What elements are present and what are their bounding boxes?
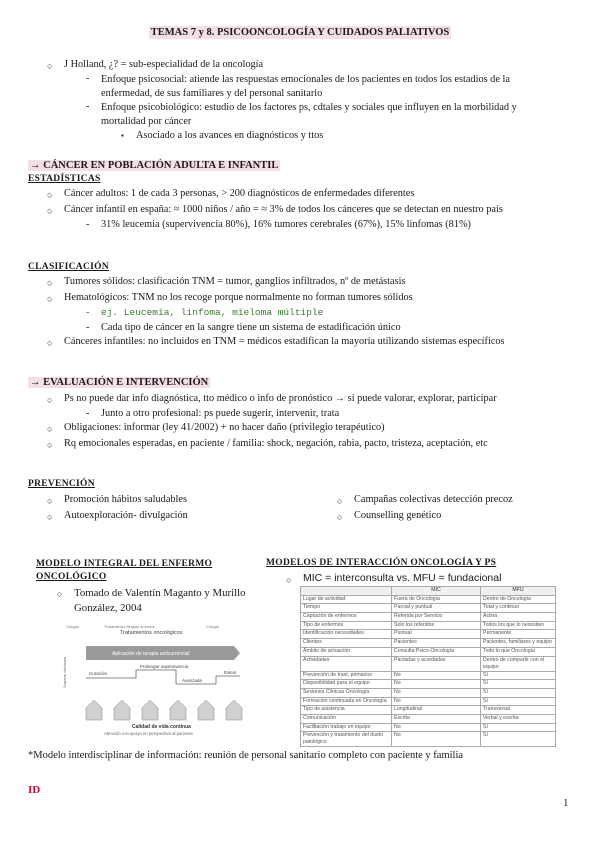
fig-curacion: Curación: [89, 671, 108, 676]
table-row: [301, 595, 556, 604]
table-cell: Sí: [481, 723, 556, 732]
table-cell: No: [392, 680, 481, 689]
table-cell: Comunicación: [301, 714, 392, 723]
table-cell: Consulta Psico-Oncología: [392, 647, 481, 656]
fig-house-3: [142, 700, 158, 720]
table-row: [301, 621, 556, 630]
table-row: [301, 647, 556, 656]
table-cell: Verbal y escrita: [481, 714, 556, 723]
table-row: [301, 671, 556, 680]
mic-mfu-table: [300, 586, 556, 747]
table-cell: Actividades: [301, 656, 392, 671]
table-header-cell: MIC: [392, 587, 481, 596]
dash: -: [86, 408, 90, 419]
fig-house-6: [226, 700, 242, 720]
clasificacion-label: CLASIFICACIÓN: [28, 262, 109, 272]
fig-house-5: [198, 700, 214, 720]
evaluacion-2: Obligaciones: informar (ley 41/2002) + no hacer daño (privilegio terapéutico): [64, 422, 385, 433]
table-cell: Tipo de asistencia: [301, 706, 392, 715]
page-title: TEMAS 7 y 8. PSICOONCOLOGÍA Y CUIDADOS PALIATIVOS: [150, 27, 450, 38]
bullet-circle: ○: [47, 278, 53, 288]
table-cell: Sí: [481, 688, 556, 697]
table-cell: Dentro de Oncología: [481, 595, 556, 604]
bullet-circle: ○: [47, 496, 53, 506]
bullet-dot: ▪: [121, 131, 124, 140]
intro-subsub: Asociado a los avances en diagnósticos y ttos: [136, 130, 324, 141]
table-row: [301, 688, 556, 697]
table-cell: No: [392, 723, 481, 732]
fig-trajectory: [86, 670, 240, 684]
table-row: [301, 697, 556, 706]
modelo-integral-figure: [56, 622, 258, 740]
oncology-model-diagram: [56, 622, 258, 740]
table-row: [301, 656, 556, 671]
bullet-circle: ○: [337, 496, 343, 506]
table-cell: Sí: [481, 671, 556, 680]
dash: -: [86, 322, 90, 333]
table-cell: Facilitación trabajo en equipo: [301, 723, 392, 732]
table-row: [301, 604, 556, 613]
modelo-integral-heading: MODELO INTEGRAL DEL ENFERMO ONCOLÓGICO: [36, 559, 213, 582]
table-cell: Identificación necesidades: [301, 630, 392, 639]
table-cell: Solo los referidos: [392, 621, 481, 630]
clasificacion-1: Tumores sólidos: clasificación TNM = tumor, ganglios infiltrados, nº de metástasis: [64, 276, 406, 287]
section-heading-cancer: → CÁNCER EN POBLACIÓN ADULTA E INFANTIL: [30, 160, 279, 171]
clasificacion-3: Cánceres infantiles: no incluidos en TNM = médicos estadifican la mayoría utilizando sistemas específicos: [64, 336, 505, 347]
table-cell: Prevención de trast. primarios: [301, 671, 392, 680]
evaluacion-3: Rq emocionales esperadas, en paciente / familia: shock, negación, rabia, pacto, tristeza, aceptación, etc: [64, 438, 488, 449]
bullet-circle: ○: [47, 61, 53, 71]
clasificacion-2: Hematológicos: TNM no los recoge porque normalmente no forman tumores sólidos: [64, 292, 413, 303]
modelos-interaccion-heading: MODELOS DE INTERACCIÓN ONCOLOGÍA Y PS: [266, 558, 497, 568]
fig-title: Tratamientos oncológicos: [120, 630, 183, 636]
id-mark: ID: [28, 784, 41, 796]
fig-avanzada: Avanzada: [182, 678, 202, 683]
estadistica-sub: 31% leucemia (supervivencia 80%), 16% tumores cerebrales (67%), 15% linfomas (81%): [101, 219, 471, 230]
bullet-circle: ○: [47, 440, 53, 450]
table-cell: Lugar de actividad: [301, 595, 392, 604]
clasificacion-2-example: ej. Leucemia, linfoma, mieloma múltiple: [101, 307, 324, 318]
fig-house-2: [114, 700, 130, 720]
table-cell: Transversal: [481, 706, 556, 715]
table-cell: Formación continuada en Oncología: [301, 697, 392, 706]
table-cell: No: [392, 732, 481, 747]
fig-prolongar: Prolongar supervivencia: [140, 664, 189, 669]
dash: -: [86, 219, 90, 230]
prevencion-label: PREVENCIÓN: [28, 479, 95, 489]
table-cell: Permanente: [481, 630, 556, 639]
table-cell: Referida por Servicio: [392, 613, 481, 622]
table-header-cell: MFU: [481, 587, 556, 596]
evaluacion-1: Ps no puede dar info diagnóstica, tto médico o info de pronóstico → sí puede valorar, explorar, participar: [64, 393, 497, 404]
clasificacion-2-note: Cada tipo de cáncer en la sangre tiene un sistema de estadificación único: [101, 322, 401, 333]
estadistica-2: Cáncer infantil en españa: ≈ 1000 niños / año = ≈ 3% de todos los cánceres que se detectan en nuestro país: [64, 204, 503, 215]
table-cell: Captación de enfermos: [301, 613, 392, 622]
table-cell: Sí: [481, 732, 556, 747]
bullet-circle: ○: [47, 206, 53, 216]
bullet-circle: ○: [47, 294, 53, 304]
table-cell: Todos los que lo necesiten: [481, 621, 556, 630]
table-cell: Sí: [481, 680, 556, 689]
table-cell: Clientes: [301, 639, 392, 648]
table-cell: Puntual: [392, 630, 481, 639]
bullet-circle: ○: [47, 190, 53, 200]
table-cell: Ámbito de actuación: [301, 647, 392, 656]
table-cell: No: [392, 697, 481, 706]
table-header-cell: [301, 587, 392, 596]
prevencion-left-1: Promoción hábitos saludables: [64, 494, 187, 505]
section-heading-evaluacion: → EVALUACIÓN E INTERVENCIÓN: [30, 377, 209, 388]
table-cell: Tipo de enfermos: [301, 621, 392, 630]
table-cell: Sesiones Clínicas Oncología: [301, 688, 392, 697]
footnote: *Modelo interdisciplinar de información: reunión de personal sanitario completo con paciente y familia: [28, 750, 464, 761]
table-row: [301, 639, 556, 648]
dash: -: [86, 101, 90, 112]
fig-bottom-1: Calidad de vida continua: [132, 724, 191, 730]
prevencion-right-1: Campañas colectivas detección precoz: [354, 494, 513, 505]
estadistica-1: Cáncer adultos: 1 de cada 3 personas, > 200 diagnósticos de enfermedades diferentes: [64, 188, 415, 199]
fig-house-1: [86, 700, 102, 720]
table-body: [301, 595, 556, 747]
modelo-integral-item: Tomado de Valentín Maganto y Murillo González, 2004: [74, 587, 246, 614]
bullet-circle: ○: [47, 424, 53, 434]
table-row: [301, 613, 556, 622]
table-cell: No: [392, 688, 481, 697]
fig-top-right: Cirugía: [206, 624, 219, 629]
table-cell: Tiempo: [301, 604, 392, 613]
table-cell: Parcial y puntual: [392, 604, 481, 613]
intro-sub-2: Enfoque psicobiológico: estudio de los factores ps, cdtales y sociales que influyen en la morbilidad y mortalidad por cáncer: [101, 102, 517, 127]
table-cell: Activa: [481, 613, 556, 622]
table-cell: Dentro de compartir con el equipo: [481, 656, 556, 671]
table-cell: Total y continuo: [481, 604, 556, 613]
prevencion-right-2: Counselling genético: [354, 510, 442, 521]
table-cell: Disponibilidad para el equipo: [301, 680, 392, 689]
fig-top-left: Cirugía: [66, 624, 79, 629]
table-cell: Pacientes: [392, 639, 481, 648]
fig-bar-text: Aplicación de terapia anticurrencial: [112, 651, 190, 657]
evaluacion-1-sub: Junto a otro profesional: ps puede sugerir, intervenir, trata: [101, 408, 340, 419]
table-header-row: [301, 587, 556, 596]
dash: -: [86, 307, 90, 318]
table-cell: Sí: [481, 697, 556, 706]
table-cell: Pacientes, familiares y equipo: [481, 639, 556, 648]
fig-side: Soporte cuidados: [62, 656, 67, 688]
table-row: [301, 680, 556, 689]
bullet-circle: ○: [57, 589, 63, 599]
bullet-circle: ○: [47, 512, 53, 522]
table-cell: Longitudinal: [392, 706, 481, 715]
fig-exitus: Exitus: [224, 670, 237, 675]
bullet-circle: ○: [47, 395, 53, 405]
table-cell: Pactadas y acordadas: [392, 656, 481, 671]
modelos-interaccion-item: MIC = interconsulta vs. MFU = fundacional: [303, 572, 502, 584]
fig-house-4: [170, 700, 186, 720]
table-cell: No: [392, 671, 481, 680]
table-cell: Fuera de Oncología: [392, 595, 481, 604]
bullet-circle: ○: [47, 338, 53, 348]
page-number: 1: [563, 797, 569, 809]
table-row: [301, 732, 556, 747]
table-row: [301, 630, 556, 639]
fig-bottom-2: Atención con apoyo en perspectiva al paciente: [104, 731, 193, 736]
fig-top-mid: Tratamiento dirigido al tumor: [104, 624, 155, 629]
table-row: [301, 714, 556, 723]
table-row: [301, 706, 556, 715]
table-cell: Escrita: [392, 714, 481, 723]
bullet-circle: ○: [337, 512, 343, 522]
prevencion-left-2: Autoexploración- divulgación: [64, 510, 188, 521]
dash: -: [86, 73, 90, 84]
bullet-circle: ○: [286, 575, 292, 585]
intro-item: J Holland, ¿? = sub-especialidad de la oncología: [64, 59, 264, 70]
table-cell: Prevención y tratamiento del duelo patológico: [301, 732, 392, 747]
table-cell: Todo lo que Oncología: [481, 647, 556, 656]
table-row: [301, 723, 556, 732]
estadisticas-label: ESTADÍSTICAS: [28, 174, 101, 184]
intro-sub-1: Enfoque psicosocial: atiende las respuestas emocionales de los pacientes en todos los estadios de la enfermedad, de sus familiares y del personal sanitario: [101, 74, 510, 99]
